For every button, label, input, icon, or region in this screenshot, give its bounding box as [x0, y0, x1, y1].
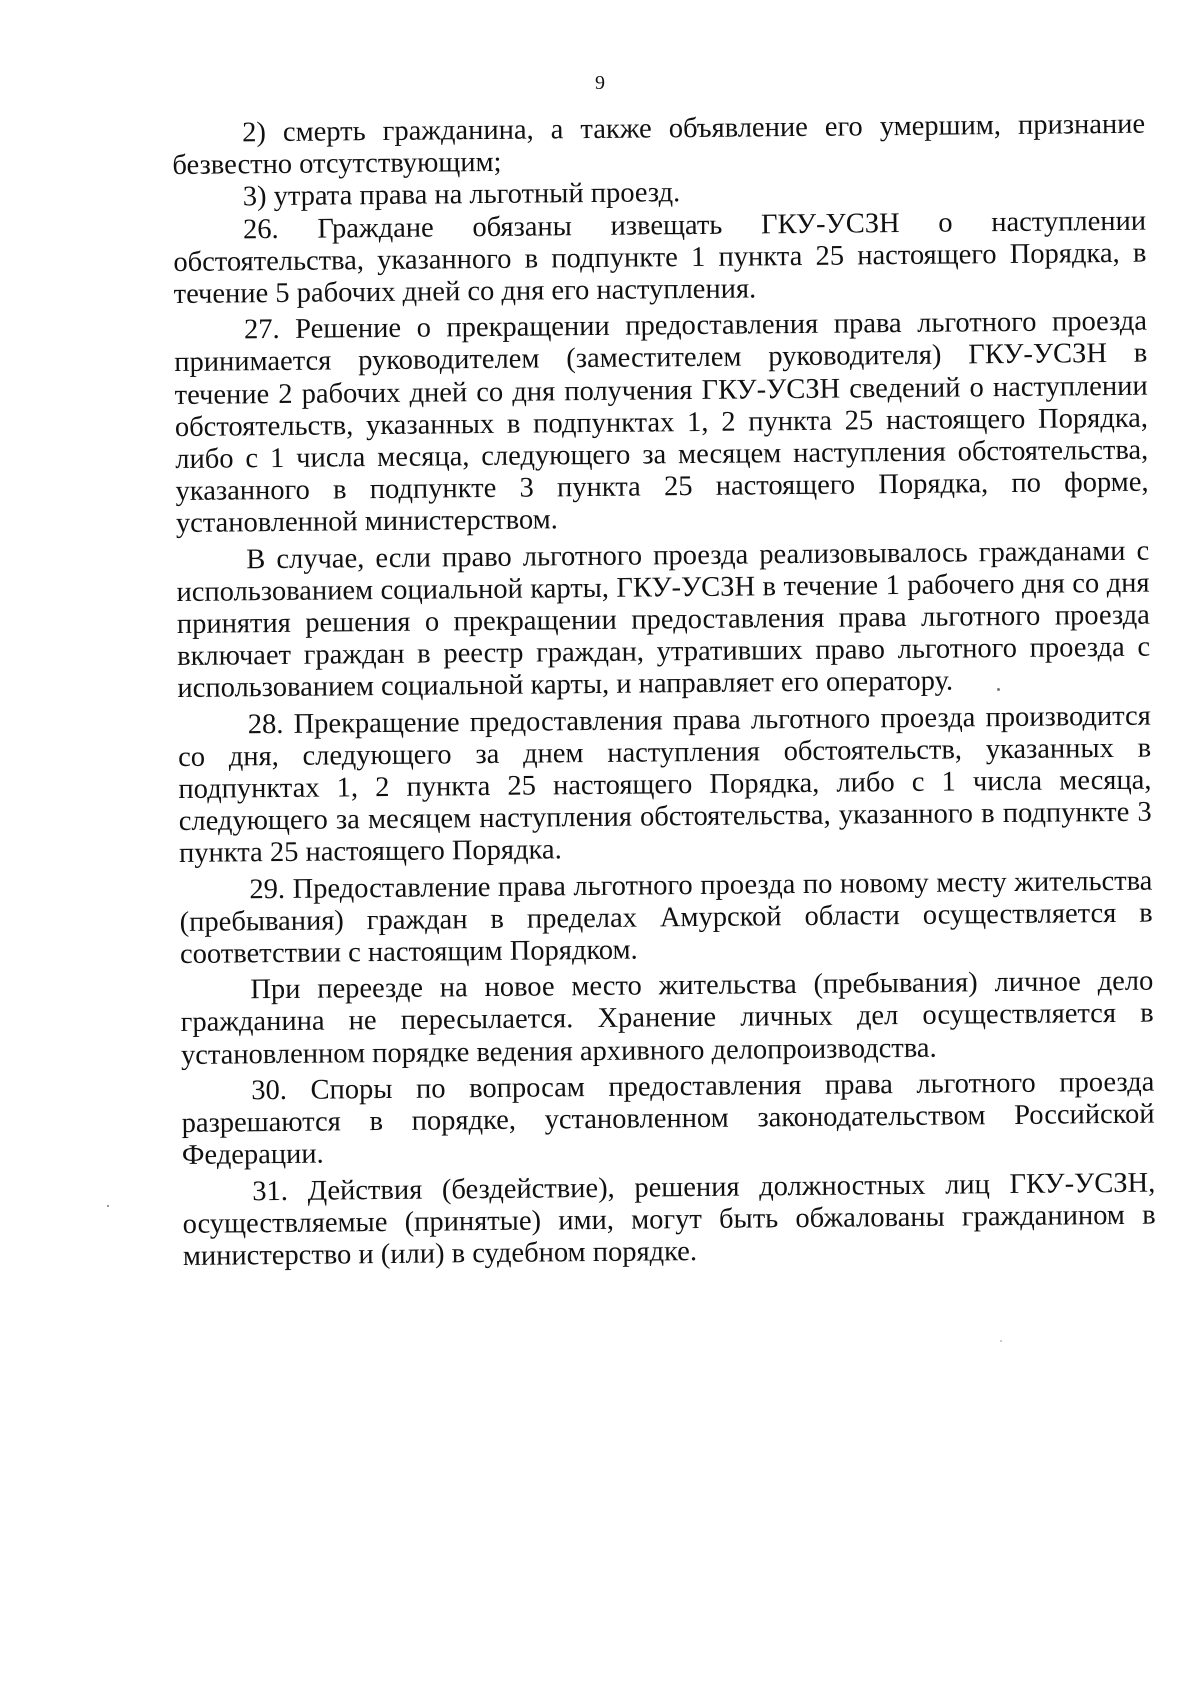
paragraph-28: 28. Прекращение предоставления права льготного проезда производится со дня, следующего за днем наступления обстоятельств, указанных в подпунктах 1, 2 пункта 25 настоящего Порядка, либо с 1 числа месяца, следующего за месяцем наступления обстоятельства, указанного в подпункте 3 пункта 25 настоящего Порядка.	[177, 700, 1152, 870]
paragraph-29: 29. Предоставление права льготного проезда по новому месту жительства (пребывания) граждан в пределах Амурской области осуществляется в соответствии с настоящим Порядком.	[179, 865, 1153, 971]
paragraph-26: 26. Граждане обязаны извещать ГКУ-УСЗН о наступлении обстоятельства, указанного в подпункте 1 пункта 25 настоящего Порядка, в течение 5 рабочих дней со дня его наступления.	[173, 205, 1147, 311]
document-body	[172, 109, 1156, 1273]
paragraph-31: 31. Действия (бездействие), решения должностных лиц ГКУ-УСЗН, осуществляемые (принятые) ими, могут быть обжалованы гражданином в министерство и (или) в судебном порядке.	[182, 1167, 1156, 1272]
scan-speck	[1000, 1340, 1002, 1342]
paragraph-29-relocation: При переезде на новое место жительства (пребывания) личное дело гражданина не пересылается. Хранение личных дел осуществляется в установленном порядке ведения архивного делопроизводства.	[180, 965, 1154, 1071]
paragraph-subitem-3: 3) утрата права на льготный проезд.	[242, 177, 681, 213]
scan-speck	[107, 1205, 109, 1207]
scan-speck	[997, 688, 1000, 691]
paragraph-subitem-2: 2) смерть гражданина, а также объявление его умершим, признание безвестно отсутствующим;	[172, 108, 1146, 182]
paragraph-27: 27. Решение о прекращении предоставления права льготного проезда принимается руководителем (заместителем руководителя) ГКУ-УСЗН в течение 2 рабочих дней со дня получения ГКУ-УСЗН сведений о наступлении обстоятельств, указанных в подпунктах 1, 2 пункта 25 настоящего Порядка, либо с 1 числа месяца, следующего за месяцем наступления обстоятельства, указанного в подпункте 3 пункта 25 настоящего Порядка, по форме, установленной министерством.	[174, 305, 1149, 540]
page-number: 9	[595, 72, 605, 94]
paragraph-27-social-card: В случае, если право льготного проезда реализовывалось гражданами с использованием социальной карты, ГКУ-УСЗН в течение 1 рабочего дня со дня принятия решения о прекращении предоставления права льготного проезда включает граждан в реестр граждан, утративших право льготного проезда с использованием социальной карты, и направляет его оператору.	[176, 535, 1151, 705]
paragraph-30: 30. Споры по вопросам предоставления права льготного проезда разрешаются в порядке, установленном законодательством Российской Федерации.	[181, 1066, 1155, 1172]
